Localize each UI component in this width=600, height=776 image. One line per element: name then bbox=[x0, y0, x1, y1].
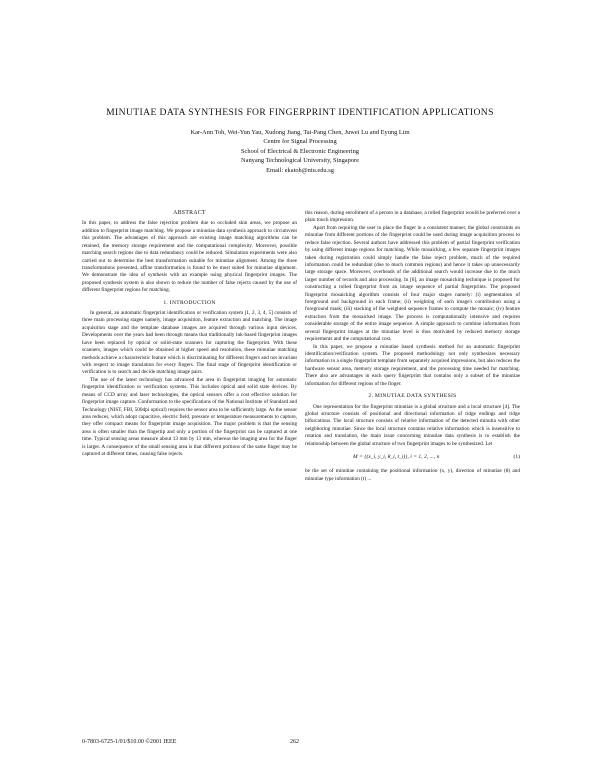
section-1-heading: 1. INTRODUCTION bbox=[163, 299, 216, 306]
equation-1 bbox=[305, 452, 520, 464]
affiliation-line-1: Centre for Signal Processing bbox=[263, 138, 337, 146]
equation-number: (1) bbox=[513, 454, 520, 461]
author-names: Kar-Ann Toh, Wei-Yun Yau, Xudong Jiang, Tai-Pang Chen, Juwei Lu and Eyung Lim bbox=[190, 129, 410, 136]
affiliation-line-2: School of Electrical & Electronic Engineering bbox=[240, 147, 359, 155]
abstract-text: In this paper, to address the false rejection problem due to occluded skin areas, we propose an addition to fingerprint image matching. We propose a minutiae data synthesis approach to circumvent this problem. The advantages of this approach are existing image matching algorithms can be retained, the memory storage requirement and the computational complexity. Moreover, possible matching search regions due to data redundancy could be reduced. Simulation experiments were also carried out to determine the best transformation suitable for minutiae alignment. Among the three transformations presented, affine transformation is found to be most suited for minutiae alignment. We demonstrate the idea of synthesis with an example using physical fingerprint images. The proposed synthesis system is also shown to reduce the number of false rejects caused by the use of different fingerprint regions for matching. bbox=[82, 220, 297, 294]
right-paragraph-0: this reason, during enrollment of a person in a database, a rolled fingerprint would be preferred over a plain touch impression. bbox=[305, 210, 520, 224]
author-block bbox=[100, 128, 500, 175]
right-paragraph-1: Apart from requiring the user to place the finger in a consistent manner, the global constraints on minutiae from different portions of the fingerprint could be used during image acquisition process to reduce false rejection. Several authors have addressed this problem of partial fingerprint verification by using different image regions for matching. While mosaicking, a few separate fingerprint images taken during registration could simply handle the false reject problem, much of the required information could be redundant (due to much common regions) and hence it takes up unnecessarily large storage space. Moreover, overheads of the additional search would increase due to the much larger number of records and also processing. In [6], an image mosaicking technique is proposed for constructing a rolled fingerprint from an image sequence of partial fingerprints. The proposed fingerprint mosaicking algorithm consists of four major stages namely: (i) segmentation of foreground and background in each frame; (ii) weighting of each image's contribution using a foreground mask; (iii) stacking of the weighted sequence frames to compute the mosaic; (iv) feature extraction from the mosaicked image. The process is computationally intensive and requires considerable storage of the entire image sequence. A simple approach to combine information from several fingerprint images at the minutiae level is thus motivated by reduced memory storage requirements and the computational cost. bbox=[305, 224, 520, 343]
left-column bbox=[82, 210, 297, 459]
equation-body: M = {(x_i, y_i, θ_i, t_i)}, i = 1, 2, ..., n bbox=[353, 454, 440, 461]
affiliation-line-3: Nanyang Technological University, Singapore bbox=[241, 157, 359, 165]
section-2-heading: 2. MINUTIAE DATA SYNTHESIS bbox=[368, 393, 457, 400]
intro-paragraph-1: In general, an automatic fingerprint identification or verification system [1, 2, 3, 4, 5] consists of three main processing stages namely, image acquisition, feature extraction and matching. The image acquisition stage and the template database images are acquired through various input devices. Developments over the years had been through means that traditionally ink-based fingerprint images have been replaced by optical or solid-state scanners for capturing the fingerprint. With these scanners, images which could be obtained at higher speed and resolution, these minutiae matching methods achieve a characteristic feature which is discriminating for different fingers and not invariant with respect to image translation for every fingers. The final stage of fingerprint identification or verification is to search and decide matching image pairs. bbox=[82, 310, 297, 376]
abstract-heading: ABSTRACT bbox=[173, 210, 206, 216]
intro-paragraph-2: The use of the latest technology has advanced the area in fingerprint imaging for automatic fingerprint identification or verification systems. This includes optical and solid state devices. By means of CCD array and laser technologies, the optical sensors offer a cost effective solution for fingerprint image capture. Conformation to the specifications of the National Institute of Standard and Technology (NIST, FBI, 500dpi optical) requires the sensor area to be sufficiently large. As the sensor area reduces, which adopt capacitive, electric field, pressure or temperature measurements to capture, they offer compact means for fingerprint image acquisition. The major problem is that the sensing area is often smaller than the fingertip and only a portion of the fingerprint can be captured at one time. Typical sensing areas measure about 13 mm by 13 mm, whereas the imaging area for the finger is larger. A consequence of the small sensing area is that different portions of the same finger may be captured at different times, causing false rejects. bbox=[82, 376, 297, 458]
right-column bbox=[305, 210, 520, 483]
page-number: 262 bbox=[290, 739, 299, 745]
synthesis-paragraph-2: be the set of minutiae containing the positional information (x, y), direction of minutiae (θ) and minutiae type information (t) ... bbox=[305, 468, 520, 482]
synthesis-paragraph-1: One representation for the fingerprint minutiae is a global structure and a local structure [4]. The global structure consists of positional and directional information of ridge endings and ridge bifurcations. The local structure consists of relative information of the detected minutia with other neighboring minutiae. Since the local structure contains relative information which is insensitive to rotation and translation, the main issue concerning minutiae data synthesis is to establish the relationship between the global structure of two fingerprint images to be synthesized. Let bbox=[305, 403, 520, 447]
author-email: Email: ekatoh@ntu.edu.sg bbox=[266, 166, 334, 174]
copyright-code: 0-7803-6725-1/01/$10.00 ©2001 IEEE bbox=[82, 739, 177, 745]
right-paragraph-2: In this paper, we propose a minutiae based synthesis method for an automatic fingerprint identification/verification system. The proposed methodology not only synthesizes necessary information to a single fingerprint template from separately acquired impressions, but also reduces the hardware sensor area, memory storage requirement, and the processing time needed for matching. There also are advantages in each query fingerprint that contains only a subset of the minutiae information for different regions of the finger. bbox=[305, 343, 520, 387]
paper-title: MINUTIAE DATA SYNTHESIS FOR FINGERPRINT IDENTIFICATION APPLICATIONS bbox=[106, 107, 494, 118]
